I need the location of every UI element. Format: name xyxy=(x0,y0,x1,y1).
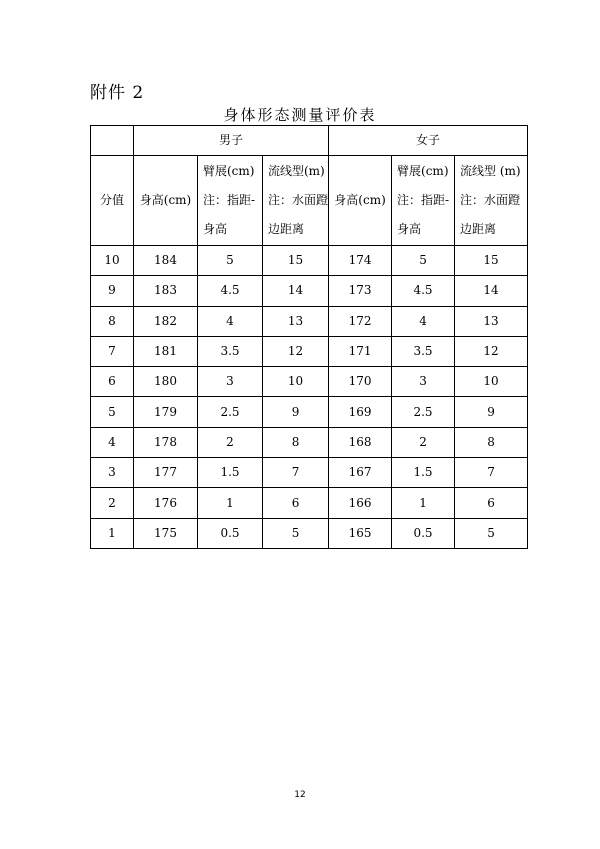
cell-f-arm: 5 xyxy=(392,246,455,276)
table-row xyxy=(91,458,528,488)
cell-f-height: 173 xyxy=(329,276,392,306)
cell-m-stream: 12 xyxy=(263,336,329,366)
cell-f-arm: 4.5 xyxy=(392,276,455,306)
cell-f-height: 166 xyxy=(329,488,392,518)
male-header: 男子 xyxy=(134,126,329,156)
group-header-row xyxy=(91,126,528,156)
cell-score: 3 xyxy=(91,458,134,488)
arm-header-line: 注：指距- xyxy=(397,193,450,207)
cell-f-arm: 1.5 xyxy=(392,458,455,488)
cell-m-height: 178 xyxy=(134,427,198,457)
cell-f-arm: 2.5 xyxy=(392,397,455,427)
cell-m-stream: 5 xyxy=(263,518,329,548)
cell-f-height: 169 xyxy=(329,397,392,427)
cell-m-height: 184 xyxy=(134,246,198,276)
cell-m-stream: 14 xyxy=(263,276,329,306)
cell-m-height: 176 xyxy=(134,488,198,518)
cell-f-stream: 15 xyxy=(455,246,528,276)
cell-f-arm: 3 xyxy=(392,367,455,397)
cell-f-height: 167 xyxy=(329,458,392,488)
cell-f-stream: 5 xyxy=(455,518,528,548)
arm-header-line: 身高 xyxy=(203,222,228,236)
cell-m-height: 181 xyxy=(134,336,198,366)
table-row xyxy=(91,488,528,518)
cell-f-stream: 7 xyxy=(455,458,528,488)
arm-header-line: 身高 xyxy=(397,222,422,236)
cell-m-arm: 0.5 xyxy=(198,518,263,548)
cell-f-height: 165 xyxy=(329,518,392,548)
table-row xyxy=(91,397,528,427)
cell-m-arm: 4 xyxy=(198,306,263,336)
female-stream-header xyxy=(455,156,528,246)
female-header: 女子 xyxy=(329,126,528,156)
cell-m-arm: 5 xyxy=(198,246,263,276)
male-height-header: 身高(cm) xyxy=(134,156,198,246)
cell-score: 5 xyxy=(91,397,134,427)
evaluation-table xyxy=(90,125,528,549)
cell-f-arm: 1 xyxy=(392,488,455,518)
arm-header-line: 臂展(cm) xyxy=(397,164,449,178)
cell-score: 9 xyxy=(91,276,134,306)
cell-m-height: 175 xyxy=(134,518,198,548)
table-row xyxy=(91,427,528,457)
male-stream-header xyxy=(263,156,329,246)
cell-f-stream: 8 xyxy=(455,427,528,457)
cell-f-height: 174 xyxy=(329,246,392,276)
cell-score: 7 xyxy=(91,336,134,366)
cell-score: 8 xyxy=(91,306,134,336)
cell-f-height: 172 xyxy=(329,306,392,336)
cell-m-height: 179 xyxy=(134,397,198,427)
cell-m-height: 183 xyxy=(134,276,198,306)
cell-f-arm: 3.5 xyxy=(392,336,455,366)
cell-f-height: 171 xyxy=(329,336,392,366)
arm-header-line: 注：指距- xyxy=(203,193,256,207)
cell-f-stream: 12 xyxy=(455,336,528,366)
table-title: 身体形态测量评价表 xyxy=(223,106,377,124)
cell-m-arm: 2.5 xyxy=(198,397,263,427)
cell-score: 1 xyxy=(91,518,134,548)
cell-score: 10 xyxy=(91,246,134,276)
cell-f-stream: 14 xyxy=(455,276,528,306)
table-row xyxy=(91,367,528,397)
table-row xyxy=(91,306,528,336)
table-row xyxy=(91,518,528,548)
cell-f-height: 168 xyxy=(329,427,392,457)
male-arm-header xyxy=(198,156,263,246)
column-header-row xyxy=(91,156,528,246)
cell-m-stream: 10 xyxy=(263,367,329,397)
cell-m-arm: 4.5 xyxy=(198,276,263,306)
cell-m-arm: 1 xyxy=(198,488,263,518)
page-number: 12 xyxy=(294,790,306,800)
cell-m-height: 177 xyxy=(134,458,198,488)
female-arm-header xyxy=(392,156,455,246)
cell-score: 6 xyxy=(91,367,134,397)
cell-score: 2 xyxy=(91,488,134,518)
stream-header-line: 流线型(m) xyxy=(268,164,325,178)
cell-score: 4 xyxy=(91,427,134,457)
blank-header-cell xyxy=(91,126,134,156)
cell-f-height: 170 xyxy=(329,367,392,397)
cell-f-stream: 13 xyxy=(455,306,528,336)
cell-f-arm: 0.5 xyxy=(392,518,455,548)
table-row xyxy=(91,246,528,276)
cell-m-arm: 3.5 xyxy=(198,336,263,366)
stream-header-line: 流线型 (m) xyxy=(460,164,521,178)
female-height-header: 身高(cm) xyxy=(329,156,392,246)
cell-m-stream: 13 xyxy=(263,306,329,336)
arm-header-line: 臂展(cm) xyxy=(203,164,255,178)
stream-header-line: 边距离 xyxy=(460,222,497,236)
cell-m-arm: 2 xyxy=(198,427,263,457)
cell-f-stream: 9 xyxy=(455,397,528,427)
cell-f-arm: 2 xyxy=(392,427,455,457)
cell-m-stream: 9 xyxy=(263,397,329,427)
cell-m-stream: 8 xyxy=(263,427,329,457)
table-row xyxy=(91,276,528,306)
stream-header-line: 注：水面蹬 xyxy=(460,193,521,207)
stream-header-line: 边距离 xyxy=(268,222,305,236)
cell-m-arm: 3 xyxy=(198,367,263,397)
cell-m-height: 180 xyxy=(134,367,198,397)
table-row xyxy=(91,336,528,366)
cell-m-height: 182 xyxy=(134,306,198,336)
cell-m-stream: 15 xyxy=(263,246,329,276)
attachment-label: 附件 2 xyxy=(90,83,145,103)
cell-m-stream: 6 xyxy=(263,488,329,518)
stream-header-line: 注：水面蹬 xyxy=(268,193,329,207)
cell-m-stream: 7 xyxy=(263,458,329,488)
cell-m-arm: 1.5 xyxy=(198,458,263,488)
cell-f-stream: 6 xyxy=(455,488,528,518)
cell-f-stream: 10 xyxy=(455,367,528,397)
score-header: 分值 xyxy=(91,156,134,246)
cell-f-arm: 4 xyxy=(392,306,455,336)
